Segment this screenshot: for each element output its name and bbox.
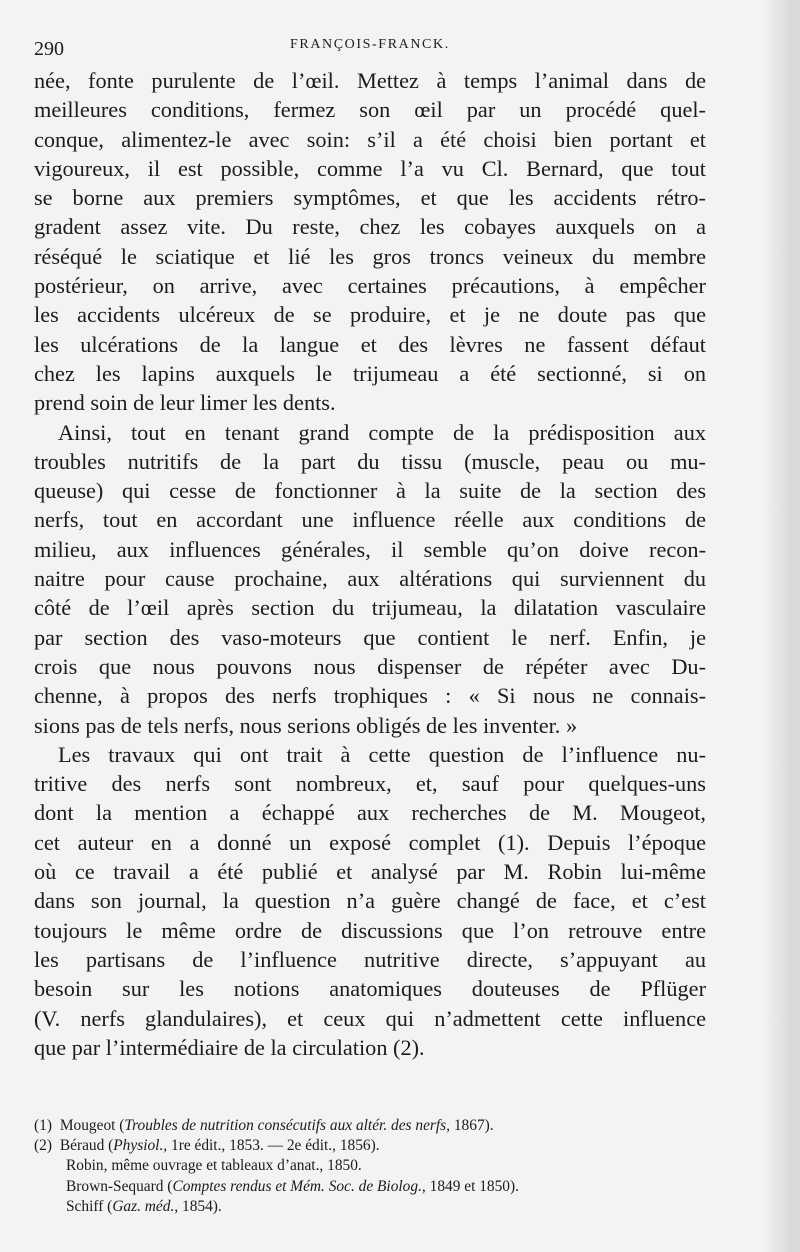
footnote-rest: 1849 et 1850).: [425, 1177, 519, 1195]
footnote-marker: (2): [34, 1137, 52, 1155]
paragraph: [34, 418, 706, 740]
text-line: tritive des nerfs sont nombreux, et, sauf pour quelques-uns: [34, 771, 706, 797]
text-line: troubles nutritifs de la part du tissu (muscle, peau ou mu-: [34, 448, 706, 474]
text-line: postérieur, on arrive, avec certaines précautions, à empêcher: [34, 273, 706, 299]
text-line: gradent assez vite. Du reste, chez les cobayes auxquels on a: [34, 214, 706, 240]
text-line: où ce travail a été publié et analysé par M. Robin lui-même: [34, 859, 706, 885]
footnote-title: Gaz. méd.,: [112, 1197, 179, 1215]
text-line: meilleures conditions, fermez son œil par un procédé quel-: [34, 97, 706, 123]
text-line: cet auteur en a donné un exposé complet (1). Depuis l’époque: [34, 829, 706, 855]
text-line: Les travaux qui ont trait à cette question de l’influence nu-: [58, 741, 706, 767]
text-line: se borne aux premiers symptômes, et que les accidents rétro-: [34, 185, 706, 211]
text-line: chenne, à propos des nerfs trophiques : « Si nous ne connais-: [34, 683, 706, 709]
footnote-2-line: [34, 1156, 714, 1176]
footnote-author: Mougeot (: [59, 1117, 125, 1134]
footnote-title: Troubles de nutrition consécutifs aux altér. des nerfs,: [124, 1117, 451, 1134]
text-line: besoin sur les notions anatomiques douteuses de Pflüger: [34, 976, 706, 1002]
text-line: par section des vaso-moteurs que contient le nerf. Enfin, je: [34, 624, 706, 650]
running-head: FRANÇOIS-FRANCK.: [290, 37, 450, 52]
footnote-title: Comptes rendus et Mém. Soc. de Biolog.,: [172, 1177, 426, 1195]
text-line: prend soin de leur limer les dents.: [34, 390, 336, 416]
footnote-author: Robin, même ouvrage et tableaux d’anat., 1850.: [66, 1157, 362, 1175]
text-line: les ulcérations de la langue et des lèvres ne fassent défaut: [34, 331, 706, 357]
page-header: [34, 36, 704, 62]
text-line: dans son journal, la question n’a guère changé de face, et c’est: [34, 888, 706, 914]
text-line: vigoureux, il est possible, comme l’a vu Cl. Bernard, que tout: [34, 155, 706, 181]
text-line: toujours le même ordre de discussions que l’on retrouve entre: [34, 917, 706, 943]
text-line: les accidents ulcéreux de se produire, et je ne doute pas que: [34, 302, 706, 328]
text-line: nerfs, tout en accordant une influence réelle aux conditions de: [34, 507, 706, 533]
body-text: [34, 66, 706, 1062]
paragraph: [34, 740, 706, 1062]
footnote-marker: (1): [34, 1117, 52, 1134]
text-line: les partisans de l’influence nutritive directe, s’appuyant au: [34, 946, 706, 972]
footnote-rest: 1854).: [178, 1197, 222, 1215]
footnote-rest: 1re édit., 1853. — 2e édit., 1856).: [167, 1137, 380, 1155]
text-line: crois que nous pouvons nous dispenser de répéter avec Du-: [34, 653, 706, 679]
text-line: Ainsi, tout en tenant grand compte de la prédisposition aux: [58, 419, 706, 445]
text-line: que par l’intermédiaire de la circulation (2).: [34, 1034, 425, 1060]
paragraph: [34, 66, 706, 418]
text-line: sions pas de tels nerfs, nous serions obligés de les inventer. »: [34, 712, 578, 738]
text-line: réséqué le sciatique et lié les gros troncs veineux du membre: [34, 243, 706, 269]
text-line: naitre pour cause prochaine, aux altérations qui surviennent du: [34, 566, 706, 592]
footnote-author: Brown-Sequard (: [66, 1177, 173, 1195]
footnote-author: Béraud (: [59, 1137, 114, 1155]
footnote-author: Schiff (: [66, 1197, 113, 1215]
text-line: (V. nerfs glandulaires), et ceux qui n’admettent cette influence: [34, 1005, 706, 1031]
footnote-title: Physiol.,: [113, 1137, 168, 1155]
text-line: née, fonte purulente de l’œil. Mettez à temps l’animal dans de: [34, 68, 706, 93]
footnote-rest: 1867).: [450, 1117, 494, 1134]
footnote-2-line: [34, 1197, 714, 1217]
text-line: milieu, aux influences générales, il semble qu’on doive recon-: [34, 536, 706, 562]
footnote-1: [34, 1116, 714, 1136]
page-number: 290: [34, 38, 64, 60]
text-line: dont la mention a échappé aux recherches de M. Mougeot,: [34, 800, 706, 826]
footnotes: [34, 1116, 714, 1217]
text-line: côté de l’œil après section du trijumeau, la dilatation vasculaire: [34, 595, 706, 621]
text-line: queuse) qui cesse de fonctionner à la suite de la section des: [34, 478, 706, 504]
text-line: chez les lapins auxquels le trijumeau a été sectionné, si on: [34, 360, 706, 386]
footnote-2: [34, 1136, 714, 1156]
text-line: conque, alimentez-le avec soin: s’il a été choisi bien portant et: [34, 126, 706, 152]
footnote-2-line: [34, 1177, 714, 1197]
